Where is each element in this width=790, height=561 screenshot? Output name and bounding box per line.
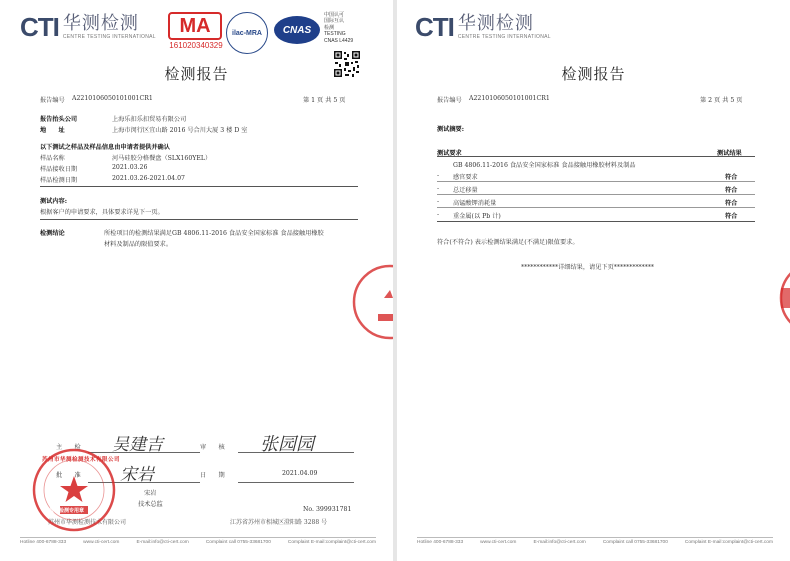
seam-seal-icon [777,258,790,338]
main-inspector-signature: 吴建吉 [112,435,163,455]
item-bullet: - [437,185,440,192]
date-label: 日 期 [200,472,225,479]
footer-complaint-call: Complaint call 0755-33681700 [602,540,668,545]
report-title: 检测报告 [164,65,229,83]
result-heading: 测试结果 [717,150,742,157]
row-divider [437,181,755,182]
standard-name: GB 4806.11-2016 食品安全国家标准 食品接触用橡胶材料及制品 [453,162,636,169]
report-no: A2210106050101001CR1 [72,95,153,102]
cnas-line: 检测 [324,24,335,31]
cnas-badge: CNAS [274,16,320,44]
sample-info-heading: 以下测试之样品及样品信息由申请者提供并确认 [40,144,170,151]
item-result: 符合 [725,187,738,194]
footer-hotline: Hotline 400-6788-333 [417,540,464,545]
brand-name-en: CENTRE TESTING INTERNATIONAL [62,34,156,40]
date-value: 2021.04.09 [282,470,318,477]
report-page-2 [397,0,790,561]
page-footer [20,537,376,545]
page-footer [417,537,773,545]
divider [40,219,358,220]
report-no: A2210106050101001CR1 [469,95,550,102]
ilac-mra-badge: ilac-MRA [226,12,268,54]
brand-name-cn: 华测检测 [62,13,139,34]
result-note: 符合(不符合) 表示检测结果满足(不满足)限值要求。 [437,239,579,246]
continue-note: ************详细结果，请见下页************* [521,264,655,271]
cnas-line: CNAS L4429 [324,37,354,44]
logo-mark-text: CTI [20,12,59,42]
logo-mark-text: CTI [415,12,454,42]
table-header-divider [437,156,755,157]
report-no-label: 报告编号 [437,97,462,104]
approver-label: 批 准 [56,472,81,479]
brand-name-en: CENTRE TESTING INTERNATIONAL [457,34,551,40]
item-bullet: - [437,211,440,218]
sample-name-label: 样品名称 [40,155,65,162]
cti-logo-mark [20,14,59,40]
requirement-heading: 测试要求 [437,150,462,157]
footer-complaint-call: Complaint call 0755-33681700 [205,540,271,545]
page-indicator: 第 1 页 共 5 页 [303,97,346,104]
seal-subtext: 检验检测专用章 [49,508,85,514]
cti-logo [20,14,156,40]
signature-line [238,482,354,483]
footer-email: E-mail:info@cti-cert.com [136,540,189,545]
conclusion-line-1: 所检项目的检测结果满足GB 4806.11-2016 食品安全国家标准 食品接触用橡胶 [104,230,324,237]
table-bottom-divider [437,221,755,222]
cma-number: 161020340329 [169,41,223,50]
item-bullet: - [437,172,440,179]
company-name: 苏州市华测检测技术有限公司 [48,519,127,526]
row-divider [437,194,755,195]
report-title: 检测报告 [561,65,626,83]
applicant-label: 报告抬头公司 [40,116,78,123]
approver-title: 技术总监 [138,501,163,508]
cnas-accreditation-text [324,12,364,44]
footer-hotline: Hotline 400-6788-333 [20,540,67,545]
item-bullet: - [437,198,440,205]
conclusion-line-2: 材料及制品的限值要求。 [104,241,173,248]
address-label: 地 址 [40,127,65,134]
sample-name-value: 河马硅胶分格餐盘（SLX160YEL） [112,155,212,162]
seal-text: 苏州市华测检测技术有限公司 [42,457,121,463]
footer-complaint-email: Complaint E-mail:complaint@cti-cert.com [287,540,376,545]
test-content-heading: 测试内容: [40,198,68,205]
item-name: 总迁移量 [453,187,478,194]
item-result: 符合 [725,174,738,181]
address-value: 上海市闵行区宜山路 2016 号合川大厦 3 楼 D 室 [112,127,248,134]
report-no-label: 报告编号 [40,97,65,104]
main-inspector-label: 主 检 [56,444,81,451]
brand-name-cn: 华测检测 [457,13,534,34]
cma-logo: MA [168,12,222,40]
applicant-value: 上海乐扣乐扣贸易有限公司 [112,116,187,123]
cti-logo [415,14,551,40]
received-date-label: 样品接收日期 [40,166,78,173]
summary-heading: 测试摘要: [437,126,465,133]
row-divider [437,207,755,208]
footer-web: www.cti-cert.com [83,540,120,545]
footer-web: www.cti-cert.com [480,540,517,545]
cma-cert-badge [168,12,224,54]
cti-logo-mark [415,14,454,40]
item-result: 符合 [725,213,738,220]
footer-email: E-mail:info@cti-cert.com [533,540,586,545]
report-page-1 [0,0,393,561]
test-date-value: 2021.03.26-2021.04.07 [112,175,185,182]
seam-seal-icon [350,262,393,342]
test-date-label: 样品检测日期 [40,177,78,184]
approver-name: 宋岩 [144,490,157,497]
cnas-line: 中国认可 [324,12,345,18]
conclusion-label: 检测结论 [40,230,65,237]
received-date-value: 2021.03.26 [112,164,148,171]
item-name: 重金属(以 Pb 计) [453,213,501,220]
certificate-number: No. 399931781 [303,506,352,513]
item-name: 感官要求 [453,174,478,181]
item-result: 符合 [725,200,738,207]
item-name: 高锰酸钾消耗量 [453,200,497,207]
reviewer-label: 审 核 [200,444,225,451]
footer-complaint-email: Complaint E-mail:complaint@cti-cert.com [684,540,773,545]
cnas-line: TESTING [324,31,346,38]
divider [40,186,358,187]
approver-signature: 宋岩 [120,465,154,485]
company-address: 江苏省苏州市相城区澄阳路 3288 号 [230,519,328,526]
test-content-text: 根据客户的申请要求，具体要求详见下一页。 [40,209,164,216]
page-indicator: 第 2 页 共 5 页 [700,97,743,104]
signature-line [238,452,354,453]
reviewer-signature: 张园园 [260,434,314,455]
cnas-line: 国际互认 [324,18,345,25]
